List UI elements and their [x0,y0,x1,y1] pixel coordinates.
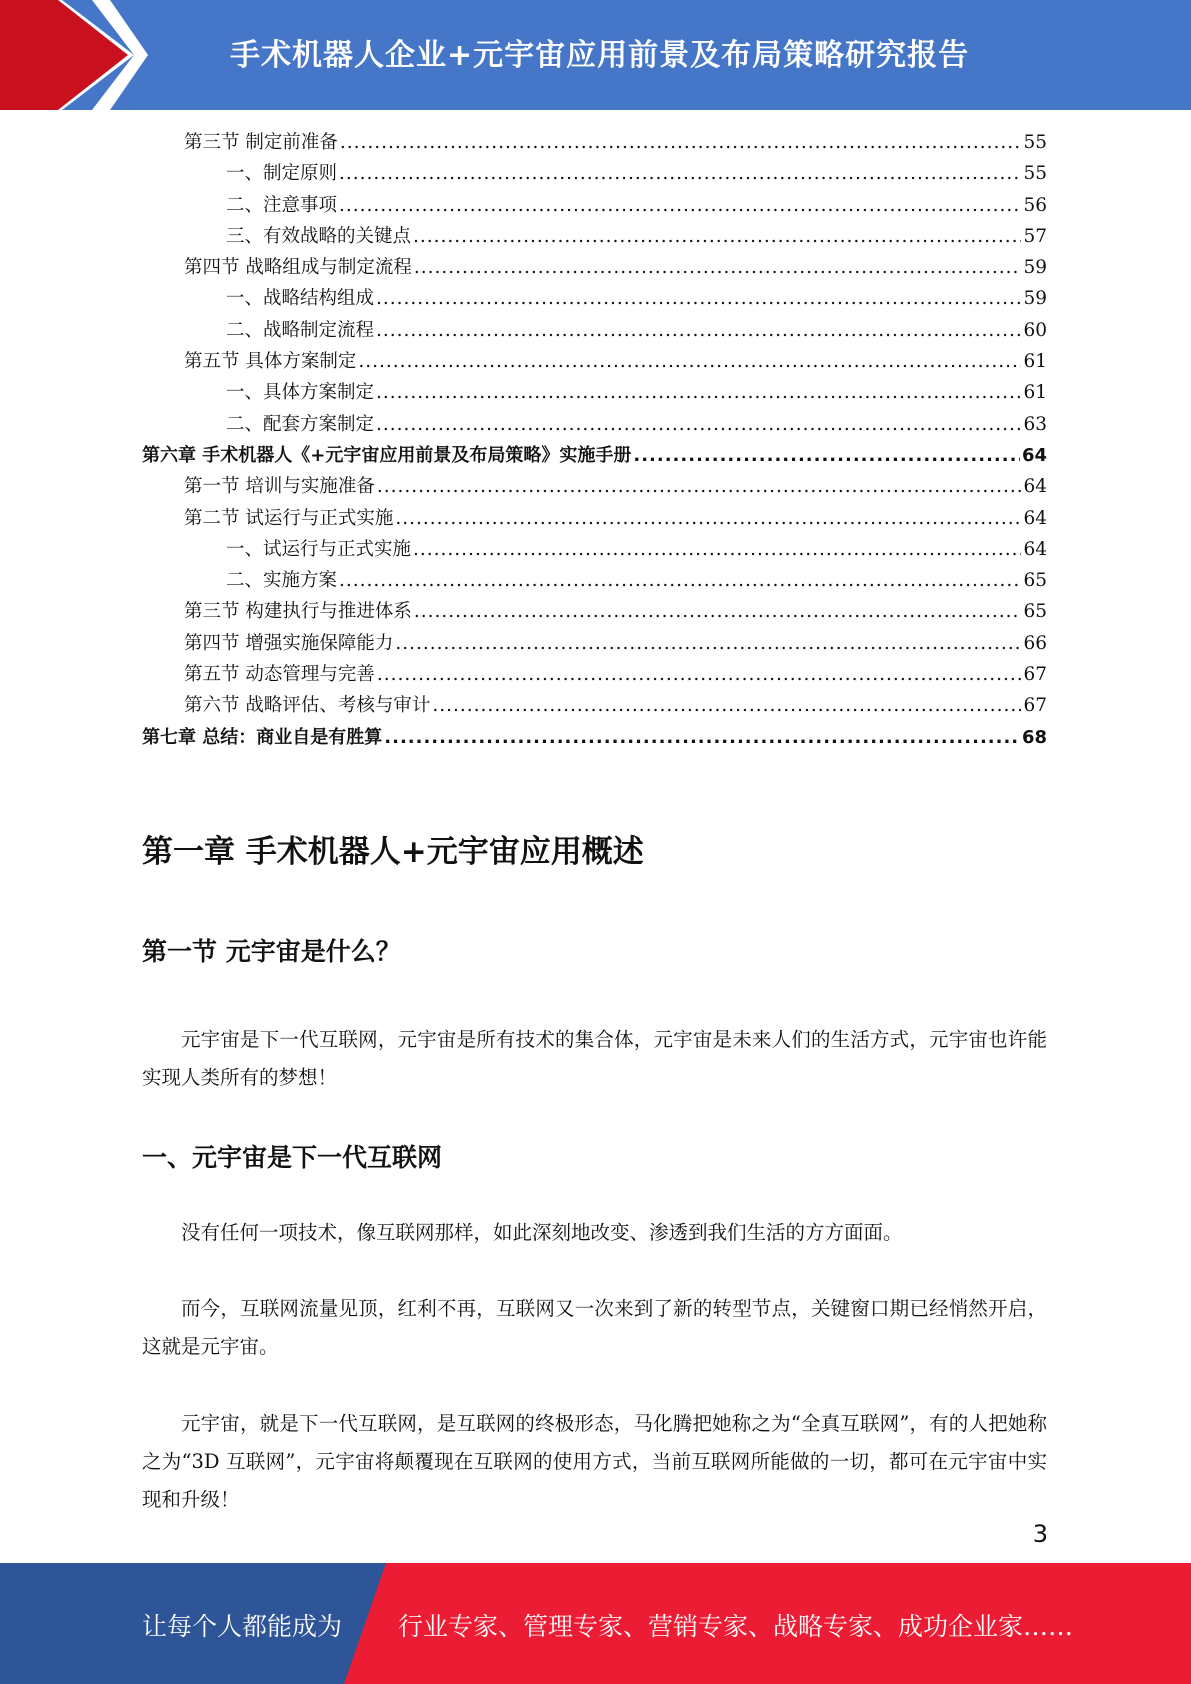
table-of-contents [142,128,1047,754]
toc-entry-title: 第六章 手术机器人《+元宇宙应用前景及布局策略》实施手册 [142,444,632,466]
toc-leader-dots [376,288,1021,309]
toc-leader-dots [384,727,1020,748]
toc-entry[interactable] [142,253,1047,284]
toc-entry-page: 67 [1023,664,1047,686]
toc-leader-dots [432,695,1021,716]
toc-leader-dots [340,132,1022,153]
footer-slogan-right: 行业专家、管理专家、营销专家、战略专家、成功企业家…… [398,1612,1074,1641]
toc-entry-title: 第三节 构建执行与推进体系 [184,601,412,623]
toc-leader-dots [414,601,1022,622]
toc-leader-dots [377,664,1022,685]
toc-entry[interactable] [142,660,1047,691]
toc-entry-page: 61 [1023,382,1047,404]
toc-entry-title: 一、具体方案制定 [226,382,375,404]
toc-entry-title: 一、试运行与正式实施 [226,538,412,560]
paragraph: 而今，互联网流量见顶，红利不再，互联网又一次来到了新的转型节点，关键窗口期已经悄然开启，这就是元宇宙。 [142,1297,1047,1358]
toc-entry[interactable] [142,504,1047,535]
toc-entry[interactable] [142,316,1047,347]
toc-leader-dots [395,508,1021,529]
paragraph: 元宇宙，就是下一代互联网，是互联网的终极形态，马化腾把她称之为“全真互联网”，有的人把她称之为“3D 互联网”，元宇宙将颠覆现在互联网的使用方式，当前互联网所能做的一切，都可在元宇宙中实现和升级！ [142,1412,1047,1511]
toc-leader-dots [339,163,1021,184]
toc-entry-title: 二、战略制定流程 [226,319,375,341]
toc-leader-dots [339,570,1021,591]
toc-leader-dots [414,257,1022,278]
toc-leader-dots [633,445,1020,466]
toc-entry-title: 第四节 增强实施保障能力 [184,632,394,654]
toc-entry-page: 59 [1023,288,1047,310]
toc-entry-page: 59 [1023,257,1047,279]
chapter-title: 第一章 手术机器人+元宇宙应用概述 [142,834,644,870]
toc-leader-dots [376,320,1021,341]
toc-entry-page: 55 [1023,132,1047,153]
toc-entry-page: 63 [1023,413,1047,435]
toc-entry[interactable] [142,535,1047,566]
toc-entry-title: 第七章 总结：商业自是有胜算 [142,726,383,748]
toc-leader-dots [395,633,1021,654]
toc-entry[interactable] [142,629,1047,660]
toc-entry-title: 第五节 具体方案制定 [184,351,357,373]
toc-entry-page: 65 [1023,601,1047,623]
header-chevron-icon [0,0,160,110]
toc-entry-page: 68 [1021,726,1047,748]
toc-entry[interactable] [142,723,1047,754]
toc-entry-page: 67 [1023,695,1047,717]
toc-entry[interactable] [142,222,1047,253]
toc-entry-title: 二、配套方案制定 [226,413,375,435]
toc-entry-page: 64 [1021,444,1047,466]
toc-entry-page: 61 [1023,351,1047,373]
toc-entry[interactable] [142,410,1047,441]
toc-entry-title: 三、有效战略的关键点 [226,225,412,247]
toc-entry[interactable] [142,284,1047,315]
toc-entry-page: 64 [1023,507,1047,529]
toc-entry[interactable] [142,597,1047,628]
toc-entry-title: 一、战略结构组成 [226,288,375,310]
section-title: 第一节 元宇宙是什么？ [142,937,401,966]
paragraph: 元宇宙是下一代互联网，元宇宙是所有技术的集合体，元宇宙是未来人们的生活方式，元宇宙也许能实现人类所有的梦想！ [142,1028,1047,1089]
toc-leader-dots [413,226,1021,247]
toc-entry-title: 第二节 试运行与正式实施 [184,507,394,529]
toc-entry[interactable] [142,347,1047,378]
toc-entry[interactable] [142,691,1047,722]
toc-entry-page: 64 [1023,476,1047,498]
toc-entry-page: 65 [1023,570,1047,592]
toc-entry-title: 一、制定原则 [226,163,338,185]
toc-entry-page: 66 [1023,632,1047,654]
toc-entry-page: 56 [1023,194,1047,216]
report-title: 手术机器人企业+元宇宙应用前景及布局策略研究报告 [230,38,970,73]
toc-entry-title: 第五节 动态管理与完善 [184,664,375,686]
toc-entry[interactable] [142,441,1047,472]
page-number: 3 [1032,1520,1048,1548]
toc-leader-dots [376,382,1021,403]
toc-entry-title: 第一节 培训与实施准备 [184,476,375,498]
toc-entry-page: 64 [1023,538,1047,560]
toc-leader-dots [376,414,1021,435]
toc-entry-title: 第六节 战略评估、考核与审计 [184,695,431,717]
toc-entry[interactable] [142,566,1047,597]
toc-entry-page: 57 [1023,225,1047,247]
toc-entry-title: 第三节 制定前准备 [184,132,338,153]
toc-leader-dots [358,351,1021,372]
toc-entry-page: 55 [1023,163,1047,185]
toc-entry[interactable] [142,472,1047,503]
toc-leader-dots [377,476,1022,497]
subsection-title: 一、元宇宙是下一代互联网 [142,1143,443,1172]
page-footer [0,1563,1191,1684]
toc-entry-title: 第四节 战略组成与制定流程 [184,257,412,279]
toc-leader-dots [413,539,1021,560]
toc-entry-page: 60 [1023,319,1047,341]
toc-entry[interactable] [142,378,1047,409]
toc-entry[interactable] [142,159,1047,190]
toc-leader-dots [339,195,1021,216]
toc-entry[interactable] [142,128,1047,159]
toc-entry-title: 二、实施方案 [226,570,338,592]
paragraph: 没有任何一项技术，像互联网那样，如此深刻地改变、渗透到我们生活的方方面面。 [181,1221,903,1244]
page-header [0,0,1191,110]
footer-slogan-left: 让每个人都能成为 [142,1612,343,1641]
toc-entry-title: 二、注意事项 [226,194,338,216]
toc-entry[interactable] [142,191,1047,222]
